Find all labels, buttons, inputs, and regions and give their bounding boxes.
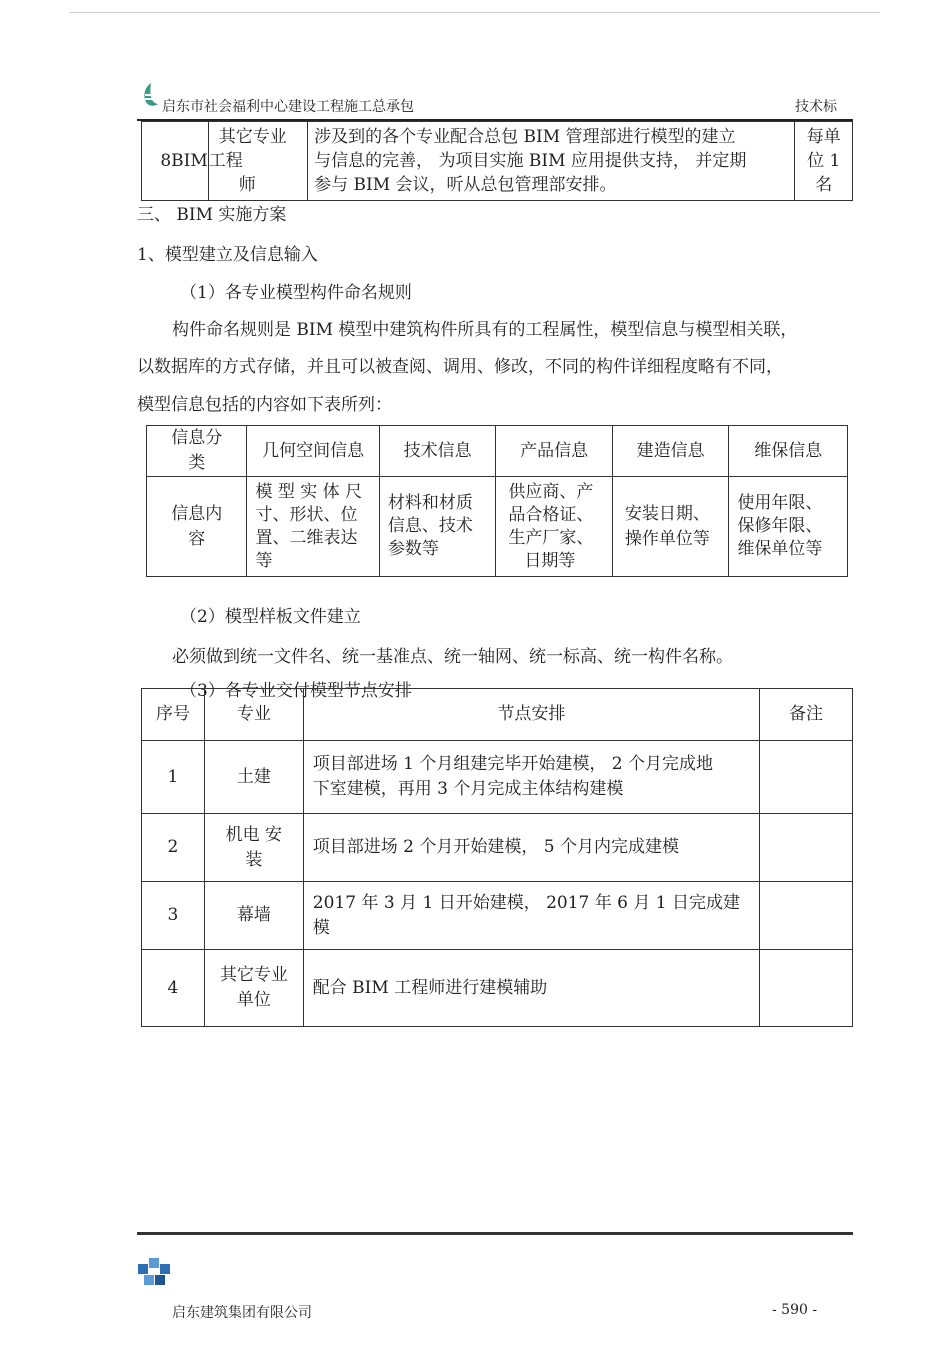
info-content-line: 保修年限、 bbox=[737, 516, 823, 536]
table-row bbox=[142, 741, 853, 814]
node-major: 机电 安 bbox=[225, 824, 283, 845]
node-plan-line: 配合 BIM 工程师进行建模辅助 bbox=[312, 977, 548, 998]
info-content-line: 品合格证、 bbox=[508, 504, 594, 525]
info-header-cell bbox=[379, 426, 496, 477]
node-plan-cell bbox=[303, 950, 759, 1027]
node-no: 3 bbox=[167, 905, 179, 925]
info-content-line: 生产厂家、 bbox=[508, 527, 594, 548]
info-content-line: 置、二维表达 bbox=[255, 527, 358, 548]
subsection-item-heading: （2）模型样板文件建立 bbox=[180, 607, 361, 627]
staff-count-line: 位 1 bbox=[807, 151, 841, 171]
node-major: 其它专业 bbox=[219, 965, 288, 985]
node-remark-cell bbox=[760, 741, 853, 814]
node-header-cell bbox=[204, 689, 303, 741]
staff-duty-line: 与信息的完善， 为项目实施 BIM 应用提供支持， 并定期 bbox=[314, 151, 747, 171]
info-header-line: 类 bbox=[188, 453, 206, 473]
staff-count-line: 名 bbox=[815, 175, 833, 195]
staff-count-cell bbox=[795, 122, 853, 201]
node-major: 幕墙 bbox=[236, 905, 271, 925]
info-content-cell bbox=[496, 477, 613, 577]
node-plan-line: 项目部进场 2 个月开始建模， 5 个月内完成建模 bbox=[312, 837, 680, 857]
staff-role-line: 工程 bbox=[208, 151, 243, 171]
node-header-label: 节点安排 bbox=[497, 704, 566, 724]
node-header-label: 备注 bbox=[789, 704, 824, 724]
info-header-cell bbox=[247, 426, 379, 477]
staff-num-cell bbox=[142, 122, 209, 201]
node-header-cell bbox=[142, 689, 205, 741]
node-remark-cell bbox=[760, 814, 853, 882]
info-content-line: 材料和材质 bbox=[387, 493, 473, 513]
subsection-item-heading: （3）各专业交付模型节点安排 bbox=[180, 681, 412, 701]
node-no: 1 bbox=[167, 766, 179, 787]
staff-duty-cell bbox=[308, 122, 795, 201]
paragraph-line: 以数据库的方式存储，并且可以被查阅、调用、修改，不同的构件详细程度略有不同， bbox=[137, 357, 783, 377]
subsection-item-heading: （1）各专业模型构件命名规则 bbox=[180, 283, 412, 303]
info-header-cell bbox=[612, 426, 729, 477]
info-header-line: 几何空间信息 bbox=[262, 440, 365, 461]
info-content-cell bbox=[729, 477, 848, 577]
header-project-title: 启东市社会福利中心建设工程施工总承包 bbox=[162, 99, 414, 115]
staff-duty-table bbox=[141, 121, 853, 201]
info-content-cell bbox=[379, 477, 496, 577]
info-content-line: 日期等 bbox=[524, 550, 576, 571]
table-row bbox=[142, 814, 853, 882]
info-content-line: 等 bbox=[255, 550, 273, 571]
node-plan-cell bbox=[303, 741, 759, 814]
info-content-cell bbox=[612, 477, 729, 577]
node-plan-line: 2017 年 3 月 1 日开始建模， 2017 年 6 月 1 日完成建 bbox=[312, 892, 741, 913]
staff-role-line: 其它专业 bbox=[218, 127, 287, 147]
subsection-heading: 1、模型建立及信息输入 bbox=[137, 245, 318, 265]
node-remark-cell bbox=[760, 950, 853, 1027]
node-remark-cell bbox=[760, 882, 853, 950]
node-no-cell bbox=[142, 950, 205, 1027]
info-content-line: 安装日期、 bbox=[624, 503, 710, 524]
info-content-cell bbox=[247, 477, 379, 577]
node-major: 土建 bbox=[236, 766, 271, 787]
staff-num: 8BIM bbox=[160, 151, 208, 171]
node-major-cell bbox=[204, 814, 303, 882]
node-schedule-table bbox=[141, 688, 853, 1027]
footer-rule bbox=[137, 1232, 853, 1235]
node-plan-line: 项目部进场 1 个月组建完毕开始建模， 2 个月完成地 bbox=[312, 754, 714, 774]
node-header-cell bbox=[303, 689, 759, 741]
section-heading: 三、 BIM 实施方案 bbox=[137, 205, 287, 225]
info-header-line: 信息分 bbox=[171, 428, 223, 448]
staff-role-cell bbox=[208, 122, 307, 201]
info-content-line: 信息、技术 bbox=[387, 516, 473, 536]
page-number: - 590 - bbox=[772, 1302, 818, 1318]
info-content-cell bbox=[147, 477, 247, 577]
info-content-line: 寸、形状、位 bbox=[255, 504, 358, 525]
node-major: 单位 bbox=[236, 990, 271, 1010]
node-major-cell bbox=[204, 882, 303, 950]
node-major-cell bbox=[204, 741, 303, 814]
info-content-line: 维保单位等 bbox=[737, 539, 823, 559]
node-no-cell bbox=[142, 814, 205, 882]
header-doc-type: 技术标 bbox=[795, 99, 837, 115]
info-content-line: 供应商、产 bbox=[508, 481, 594, 502]
node-plan-cell bbox=[303, 882, 759, 950]
info-header-line: 技术信息 bbox=[403, 440, 472, 461]
node-no-cell bbox=[142, 882, 205, 950]
top-border-line bbox=[70, 12, 880, 13]
info-content-line: 容 bbox=[188, 528, 206, 549]
paragraph-line: 必须做到统一文件名、统一基准点、统一轴网、统一标高、统一构件名称。 bbox=[172, 647, 733, 667]
node-no: 4 bbox=[167, 977, 179, 998]
info-header-cell bbox=[496, 426, 613, 477]
node-header-cell bbox=[760, 689, 853, 741]
info-header-line: 建造信息 bbox=[636, 440, 705, 461]
info-content-line: 模 型 实 体 尺 bbox=[255, 481, 363, 502]
node-major-cell bbox=[204, 950, 303, 1027]
node-plan-line: 下室建模，再用 3 个月完成主体结构建模 bbox=[312, 779, 624, 799]
company-logo-icon bbox=[140, 82, 162, 108]
info-header-cell bbox=[729, 426, 848, 477]
info-content-line: 信息内 bbox=[171, 503, 223, 524]
node-plan-cell bbox=[303, 814, 759, 882]
staff-count-line: 每单 bbox=[806, 127, 841, 147]
info-header-cell bbox=[147, 426, 247, 477]
node-plan-line: 模 bbox=[312, 917, 330, 938]
info-header-line: 维保信息 bbox=[754, 440, 823, 461]
staff-duty-line: 涉及到的各个专业配合总包 BIM 管理部进行模型的建立 bbox=[314, 127, 736, 147]
table-row bbox=[142, 882, 853, 950]
info-content-line: 参数等 bbox=[387, 539, 439, 559]
node-header-label: 序号 bbox=[155, 704, 190, 724]
info-header-line: 产品信息 bbox=[520, 440, 589, 461]
paragraph-line: 构件命名规则是 BIM 模型中建筑构件所具有的工程属性，模型信息与模型相关联， bbox=[172, 320, 798, 340]
node-header-label: 专业 bbox=[236, 704, 271, 724]
node-no-cell bbox=[142, 741, 205, 814]
company-cube-logo-icon bbox=[136, 1254, 172, 1290]
footer-company: 启东建筑集团有限公司 bbox=[172, 1305, 312, 1321]
info-content-line: 使用年限、 bbox=[737, 493, 823, 513]
node-major: 装 bbox=[245, 849, 263, 870]
node-no: 2 bbox=[167, 837, 179, 857]
paragraph-line: 模型信息包括的内容如下表所列： bbox=[137, 395, 392, 415]
table-row bbox=[142, 950, 853, 1027]
staff-duty-line: 参与 BIM 会议，听从总包管理部安排。 bbox=[314, 175, 617, 195]
info-content-line: 操作单位等 bbox=[624, 528, 710, 549]
model-info-table bbox=[146, 425, 848, 577]
staff-role-line: 师 bbox=[238, 175, 256, 195]
